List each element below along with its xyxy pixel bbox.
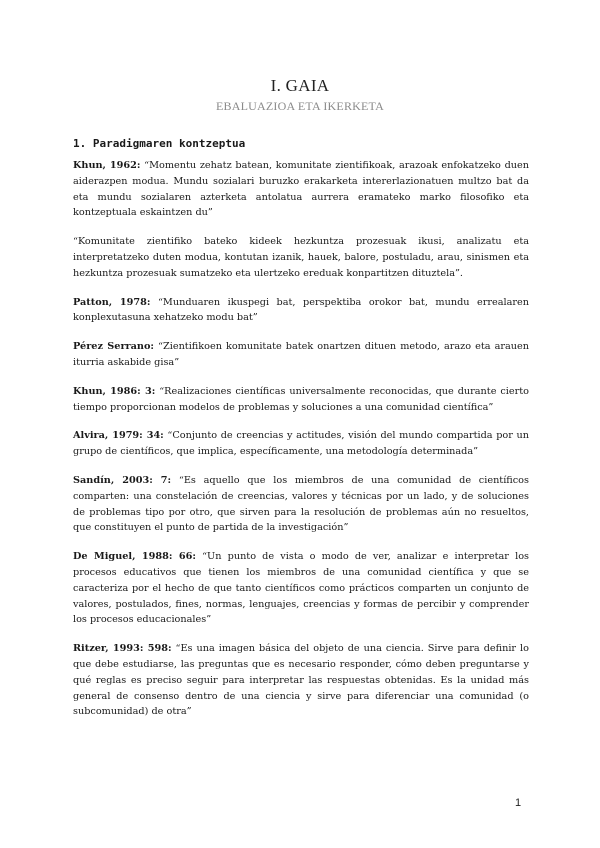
citation-author: Pérez Serrano: <box>73 341 155 353</box>
citation-text: “Komunitate zientifiko bateko kideek hezkuntza prozesuak ikusi, analizatu eta interpretatzeko duten modua, kontutan izanik, hauek, balore, postuladu, arau, sinismen eta hezkuntza prozesuak sumatzeko eta ulertzeko ereduak konpartitzen dituztela”. <box>73 236 529 279</box>
definition-paragraph <box>73 549 529 628</box>
definition-paragraph <box>73 295 529 327</box>
citation-text: “Realizaciones científicas universalmente reconocidas, que durante cierto tiempo proporcionan modelos de problemas y soluciones a una comunidad científica” <box>73 385 529 413</box>
citation-author: Khun, 1986: 3: <box>73 385 156 397</box>
citation-text: “Es aquello que los miembros de una comunidad de científicos comparten: una constelación de creencias, valores y técnicas por un lado, y de soluciones de problemas tipo por otro, que sirven para la resolución de problemas aún no resueltos, que constituyen el punto de partida de la investigación” <box>73 474 529 534</box>
definition-paragraph <box>73 158 529 221</box>
document-subtitle: EBALUAZIOA ETA IKERKETA <box>216 99 384 113</box>
section-heading: 1. Paradigmaren kontzeptua <box>73 137 246 150</box>
citation-author: Ritzer, 1993: 598: <box>73 643 172 655</box>
citation-author: De Miguel, 1988: 66: <box>73 551 196 563</box>
document-title: I. GAIA <box>270 76 330 95</box>
citation-text: “Un punto de vista o modo de ver, analizar e interpretar los procesos educativos que tienen los miembros de una comunidad científica y que se caracteriza por el hecho de que tanto científicos como prácticos comparten un conjunto de valores, postulados, fines, normas, lenguajes, creencias y formas de percibir y comprender los procesos educacionales” <box>73 551 529 626</box>
citation-text: “Zientifikoen komunitate batek onartzen dituen metodo, arazo eta arauen iturria askabide gisa” <box>73 341 529 368</box>
definition-paragraph <box>73 473 529 536</box>
citation-author: Patton, 1978: <box>73 296 151 308</box>
definition-paragraph <box>73 641 529 720</box>
citation-text: “Munduaren ikuspegi bat, perspektiba orokor bat, mundu errealaren konplexutasuna xehatzeko modu bat” <box>73 296 529 324</box>
citation-author: Sandín, 2003: 7: <box>73 474 172 486</box>
citation-text: “Momentu zehatz batean, komunitate zientifikoak, arazoak enfokatzeko duen aiderazpen modua. Mundu sozialari buruzko erakarketa intererlazionatuen multzo bat da eta mundu sozialaren azterketa antolatua aurrera eramateko marko filosofiko eta kontzeptuala eskaintzen du” <box>73 160 529 219</box>
definition-paragraph <box>73 384 529 416</box>
definition-paragraph <box>73 339 529 371</box>
definition-paragraph <box>73 428 529 460</box>
page-number: 1 <box>515 797 522 809</box>
citation-author: Khun, 1962: <box>73 160 141 171</box>
definitions-list <box>73 158 529 720</box>
citation-text: “Conjunto de creencias y actitudes, visión del mundo compartida por un grupo de científicos, que implica, específicamente, una metodología determinada” <box>73 430 529 458</box>
definition-paragraph <box>73 234 529 281</box>
citation-author: Alvira, 1979: 34: <box>73 430 164 442</box>
citation-text: “Es una imagen básica del objeto de una ciencia. Sirve para definir lo que debe estudiarse, las preguntas que es necesario responder, cómo deben preguntarse y qué reglas es preciso seguir para interpretar las respuestas obtenidas. Es la unidad más general de consenso dentro de una ciencia y sirve para diferenciar una comunidad (o subcomunidad) de otra” <box>73 643 529 718</box>
